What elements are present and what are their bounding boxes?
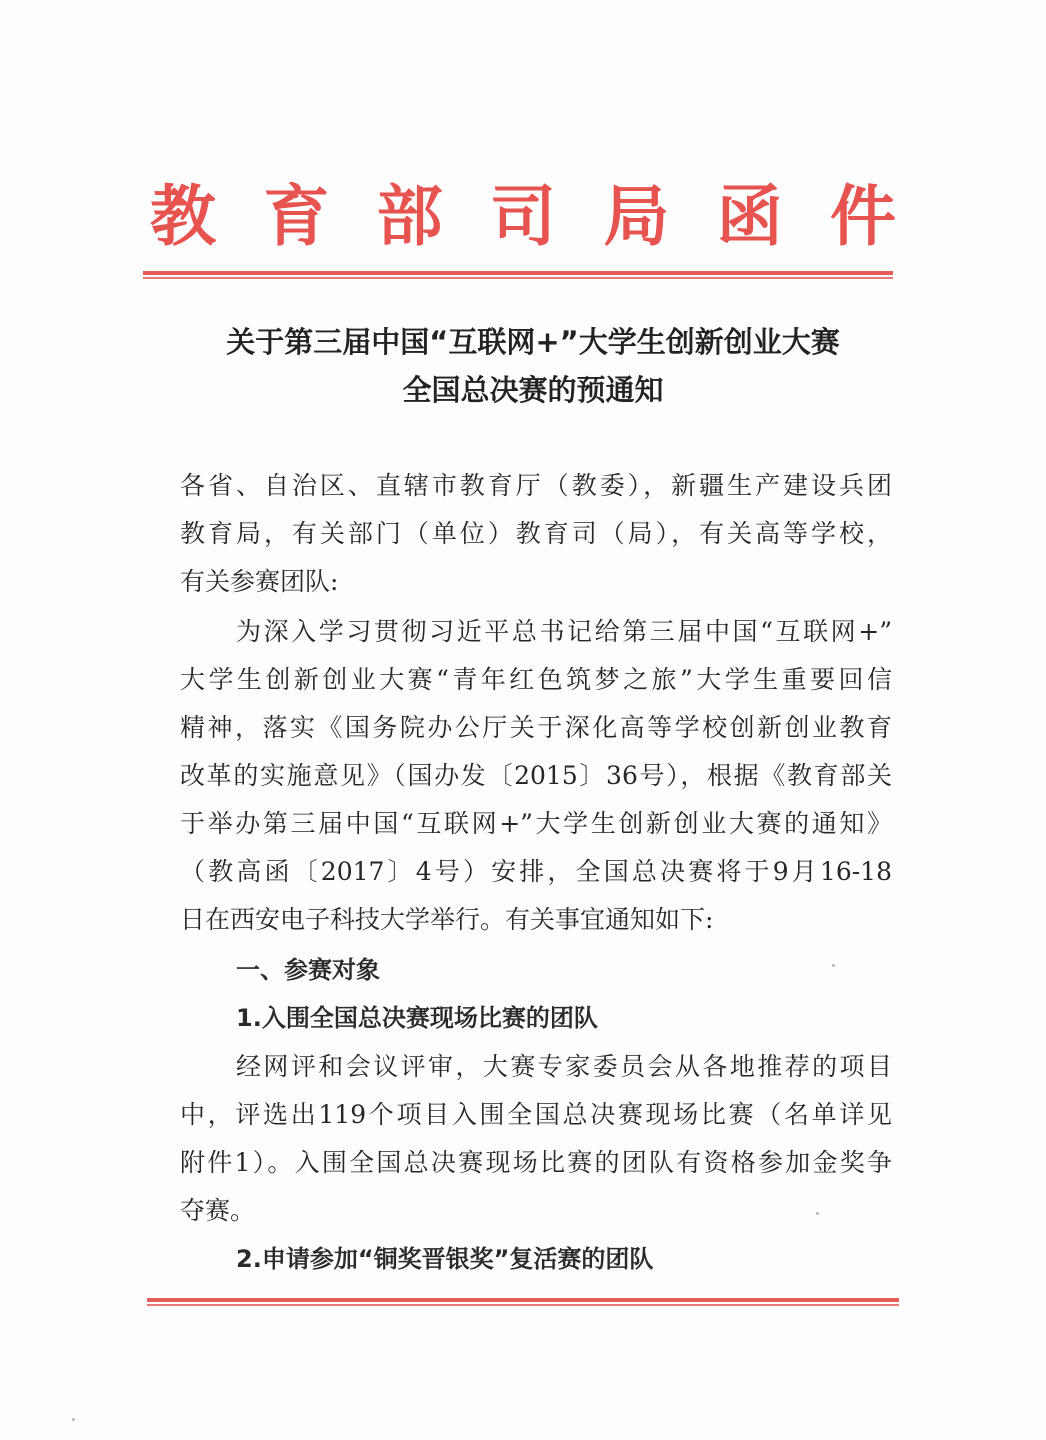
body-line: （教高函〔2017〕4号）安排，全国总决赛将于9月16-18 — [180, 857, 892, 886]
masthead-char: 司 — [489, 177, 556, 255]
rule-thin-line — [143, 277, 893, 279]
red-double-rule-top — [143, 271, 893, 281]
body-line-addressee-3: 有关参赛团队: — [180, 567, 339, 596]
masthead-char: 件 — [829, 177, 896, 255]
scan-speck — [72, 1418, 75, 1421]
subsection-heading-finalists: 1.入围全国总决赛现场比赛的团队 — [236, 1004, 598, 1032]
rule-thin-line — [147, 1304, 899, 1306]
masthead-char: 教 — [150, 177, 216, 255]
body-line: 中，评选出119个项目入围全国总决赛现场比赛（名单详见 — [180, 1100, 892, 1129]
body-line: 夺赛。 — [180, 1196, 256, 1225]
body-line: 附件1）。入围全国总决赛现场比赛的团队有资格参加金奖争 — [180, 1148, 892, 1177]
document-title-line-1: 关于第三届中国“互联网+”大学生创新创业大赛 — [226, 325, 840, 359]
section-heading-participants: 一、参赛对象 — [236, 956, 380, 984]
body-line: 日在西安电子科技大学举行。有关事宜通知如下: — [180, 905, 714, 934]
red-double-rule-bottom — [147, 1298, 899, 1308]
masthead-char: 函 — [716, 177, 783, 255]
scan-speck — [832, 964, 835, 967]
masthead-char: 育 — [263, 177, 330, 255]
body-line: 为深入学习贯彻习近平总书记给第三届中国“互联网+” — [236, 617, 892, 646]
body-line: 于举办第三届中国“互联网+”大学生创新创业大赛的通知》 — [180, 809, 892, 838]
masthead-char: 部 — [376, 177, 443, 255]
body-line: 改革的实施意见》（国办发〔2015〕36号），根据《教育部关 — [180, 761, 892, 790]
body-line: 大学生创新创业大赛“青年红色筑梦之旅”大学生重要回信 — [180, 665, 892, 694]
body-line: 经网评和会议评审，大赛专家委员会从各地推荐的项目 — [236, 1052, 892, 1081]
subsection-heading-revival: 2.申请参加“铜奖晋银奖”复活赛的团队 — [236, 1245, 654, 1273]
masthead — [150, 178, 896, 254]
document-title-line-2: 全国总决赛的预通知 — [402, 373, 664, 407]
masthead-char: 局 — [603, 177, 670, 255]
body-line: 精神，落实《国务院办公厅关于深化高等学校创新创业教育 — [180, 713, 892, 742]
body-line-addressee-1: 各省、自治区、直辖市教育厅（教委），新疆生产建设兵团 — [180, 471, 892, 500]
body-line-addressee-2: 教育局，有关部门（单位）教育司（局），有关高等学校， — [180, 519, 892, 548]
scan-speck — [816, 1212, 819, 1215]
